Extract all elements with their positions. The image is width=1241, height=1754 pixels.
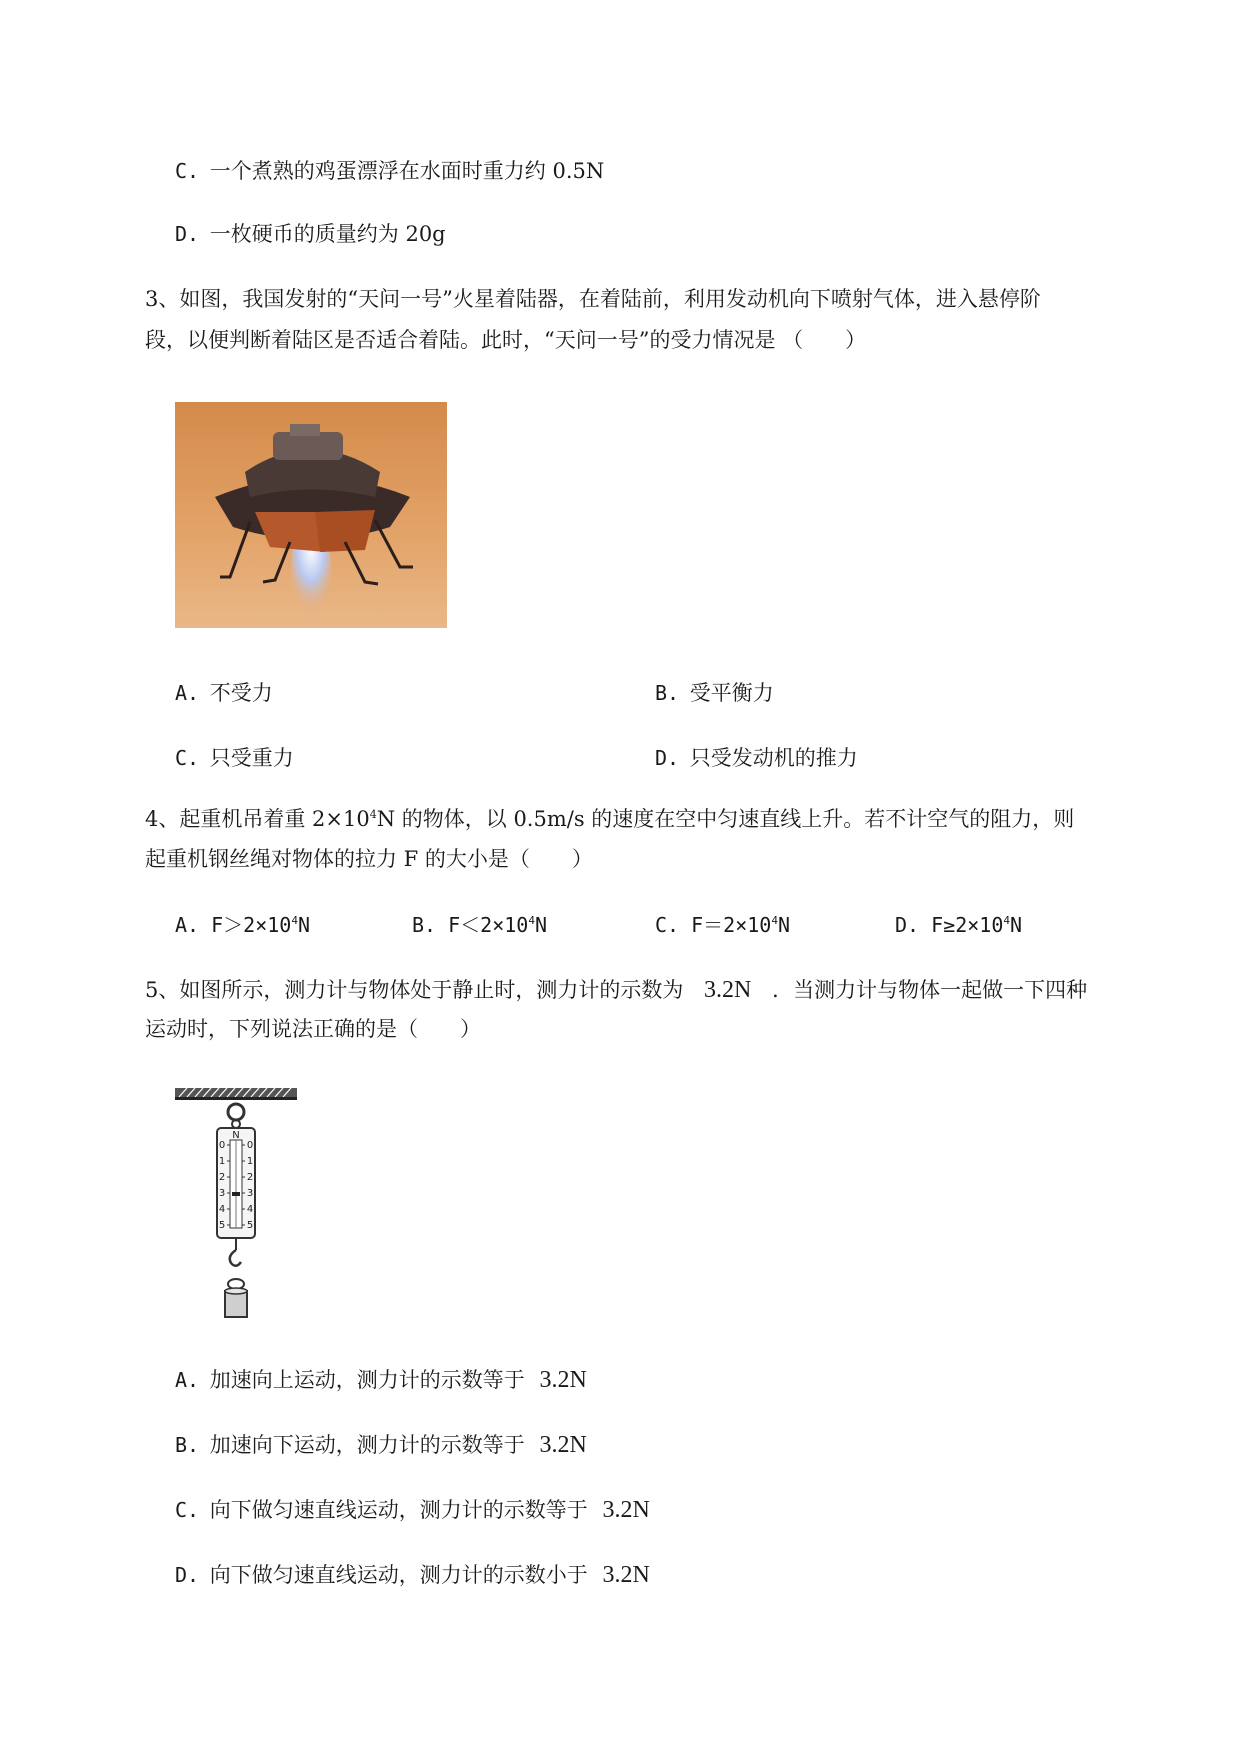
meter-tick-left: 0: [218, 1140, 226, 1151]
option-label: C.: [175, 159, 200, 183]
q3-option-d: [655, 748, 858, 769]
mars-lander-image: [175, 402, 447, 628]
option-exponent: 4: [528, 914, 535, 927]
option-text: 向下做匀速直线运动，测力计的示数小于: [209, 1563, 588, 1587]
q3-stem-line2: 段，以便判断着陆区是否适合着陆。此时，“天问一号”的受力情况是 （ ）: [145, 328, 867, 352]
meter-tick-left: 4: [218, 1204, 226, 1215]
q4-option-a: [175, 915, 310, 935]
option-label: C.: [175, 1498, 200, 1522]
option-pre: F＞2×10: [211, 913, 292, 937]
q4-option-b: [412, 915, 547, 935]
meter-tick-right: 1: [246, 1156, 254, 1167]
q4-option-d: [895, 915, 1022, 935]
meter-tick-left: 2: [218, 1172, 226, 1183]
meter-tick-right: 2: [246, 1172, 254, 1183]
option-label: B.: [412, 913, 437, 937]
q3-option-c: [175, 748, 294, 769]
option-text: 向下做匀速直线运动，测力计的示数等于: [209, 1498, 588, 1522]
option-text: 不受力: [209, 681, 273, 705]
meter-tick-left: 3: [218, 1188, 226, 1199]
option-pre: F＜2×10: [448, 913, 529, 937]
option-value: 3.2N: [602, 1497, 650, 1523]
option-label: B.: [175, 1433, 200, 1457]
option-label: D.: [895, 913, 920, 937]
q2-option-c: [175, 161, 604, 182]
option-pre: F＝2×10: [691, 913, 772, 937]
q5-option-d: [175, 1563, 650, 1587]
meter-tick-left: 5: [218, 1220, 226, 1231]
q5-stem-pre: 5、如图所示，测力计与物体处于静止时，测力计的示数为: [145, 978, 684, 1002]
meter-unit-label: N: [232, 1130, 240, 1141]
option-post: N: [534, 913, 548, 937]
meter-tick-right: 5: [246, 1220, 254, 1231]
q3-option-a: [175, 683, 273, 704]
q5-option-b: [175, 1433, 587, 1457]
option-text: 受平衡力: [689, 681, 774, 705]
option-post: N: [777, 913, 791, 937]
option-post: N: [297, 913, 311, 937]
option-label: C.: [175, 746, 200, 770]
option-label: D.: [175, 222, 200, 246]
option-post: N: [1010, 913, 1023, 937]
option-label: A.: [175, 681, 200, 705]
option-label: D.: [175, 1563, 200, 1587]
option-text: 一枚硬币的质量约为 20g: [209, 222, 446, 246]
option-text: 只受发动机的推力: [689, 746, 858, 770]
option-text: 只受重力: [209, 746, 294, 770]
option-label: D.: [655, 746, 680, 770]
q5-stem-value: 3.2N: [704, 977, 752, 1003]
option-label: A.: [175, 913, 200, 937]
option-value: 3.2N: [539, 1367, 587, 1393]
q5-stem-post: ．当测力计与物体一起做一下四种: [772, 978, 1088, 1002]
q4-option-c: [655, 915, 790, 935]
meter-tick-right: 3: [246, 1188, 254, 1199]
q5-option-a: [175, 1368, 587, 1392]
q3-stem-line1: 3、如图，我国发射的“天问一号”火星着陆器，在着陆前，利用发动机向下喷射气体，进入悬停阶: [145, 287, 1041, 311]
q5-stem-line2: 运动时，下列说法正确的是（ ）: [145, 1017, 481, 1041]
q5-option-c: [175, 1498, 650, 1522]
q5-stem-line1: [145, 978, 1087, 1002]
option-value: 3.2N: [602, 1562, 650, 1588]
q4-stem-line2: 起重机钢丝绳对物体的拉力 F 的大小是（ ）: [145, 847, 593, 871]
spring-scale-figure: [175, 1088, 297, 1328]
meter-tick-left: 1: [218, 1156, 226, 1167]
option-exponent: 4: [1003, 914, 1011, 927]
q4-stem-post: N 的物体，以 0.5m/s 的速度在空中匀速直线上升。若不计空气的阻力，则: [376, 807, 1075, 831]
option-value: 3.2N: [539, 1432, 587, 1458]
option-label: A.: [175, 1368, 200, 1392]
option-text: 加速向下运动，测力计的示数等于: [209, 1433, 525, 1457]
option-label: B.: [655, 681, 680, 705]
option-pre: F≥2×10: [931, 913, 1004, 937]
q4-stem-line1: [145, 809, 1074, 830]
meter-tick-right: 0: [246, 1140, 254, 1151]
meter-tick-right: 4: [246, 1204, 254, 1215]
option-exponent: 4: [291, 914, 298, 927]
q4-stem-pre: 4、起重机吊着重 2×10: [145, 807, 370, 831]
q2-option-d: [175, 224, 446, 245]
q4-stem-exponent: 4: [369, 808, 377, 821]
option-text: 加速向上运动，测力计的示数等于: [209, 1368, 525, 1392]
q3-option-b: [655, 683, 774, 704]
option-label: C.: [655, 913, 680, 937]
option-exponent: 4: [771, 914, 778, 927]
option-text: 一个煮熟的鸡蛋漂浮在水面时重力约 0.5N: [209, 159, 605, 183]
